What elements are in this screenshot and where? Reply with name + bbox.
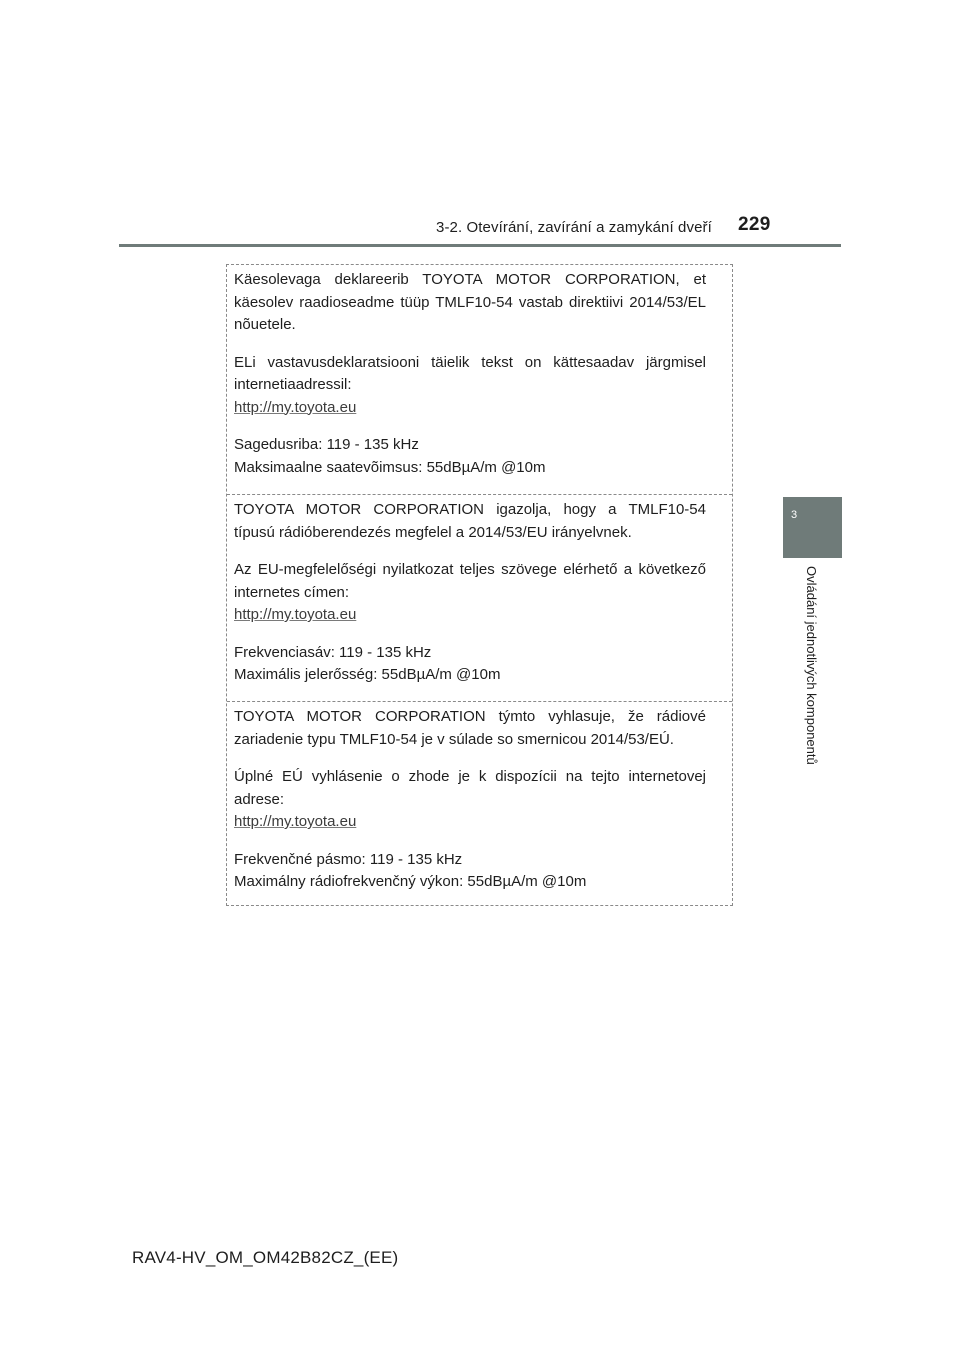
declaration-link[interactable]: http://my.toyota.eu — [234, 813, 357, 830]
header-divider — [119, 244, 841, 247]
declaration-statement: TOYOTA MOTOR CORPORATION týmto vyhlasuje, že rádiové zariadenie typu TMLF10-54 je v súlade so smernicou 2014/53/EÚ. — [234, 708, 706, 748]
declaration-link[interactable]: http://my.toyota.eu — [234, 398, 357, 416]
document-code: RAV4-HV_OM_OM42B82CZ_(EE) — [132, 1248, 399, 1267]
chapter-title: Ovládání jednotlivých komponentů — [804, 566, 819, 765]
declaration-availability: Úplné EÚ vyhlásenie o zhode je k dispozícii na tejto internetovej adrese: http://my.toyota.eu — [234, 766, 706, 834]
declaration-slovak — [227, 701, 732, 906]
declaration-link[interactable]: http://my.toyota.eu — [234, 606, 357, 623]
radio-specs — [234, 642, 706, 687]
radio-specs — [234, 434, 706, 479]
declaration-availability: Az EU-megfelelőségi nyilatkozat teljes szövege elérhető a következő internetes címen: http://my.toyota.eu — [234, 559, 706, 627]
declaration-statement: TOYOTA MOTOR CORPORATION igazolja, hogy a TMLF10-54 típusú rádióberendezés megfelel a 2014/53/EU irányelvnek. — [234, 501, 706, 541]
radio-specs — [234, 849, 706, 894]
max-power: Maximálny rádiofrekvenčný výkon: 55dBµA/m @10m — [234, 873, 587, 890]
max-power: Maximális jelerősség: 55dBµA/m @10m — [234, 666, 501, 683]
frequency-band: Frekvenciasáv: 119 - 135 kHz — [234, 643, 432, 661]
chapter-tab — [783, 497, 842, 558]
declaration-hungarian — [227, 494, 732, 701]
frequency-band: Sagedusriba: 119 - 135 kHz — [234, 436, 419, 453]
page-number: 229 — [738, 214, 771, 235]
declaration-statement: Käesolevaga deklareerib TOYOTA MOTOR CORPORATION, et käesolev raadioseadme tüüp TMLF10-54 vastab direktiivi 2014/53/EL nõuetele. — [234, 271, 706, 333]
chapter-number: 3 — [791, 509, 798, 521]
declaration-availability: ELi vastavusdeklaratsiooni täielik tekst on kättesaadav järgmisel internetiaadressil: http://my.toyota.eu — [234, 352, 706, 420]
section-title: 3-2. Otevírání, zavírání a zamykání dveří — [436, 219, 712, 236]
max-power: Maksimaalne saatevõimsus: 55dBµA/m @10m — [234, 458, 546, 476]
declaration-box — [226, 264, 733, 906]
declaration-estonian — [227, 265, 732, 494]
frequency-band: Frekvenčné pásmo: 119 - 135 kHz — [234, 850, 463, 868]
